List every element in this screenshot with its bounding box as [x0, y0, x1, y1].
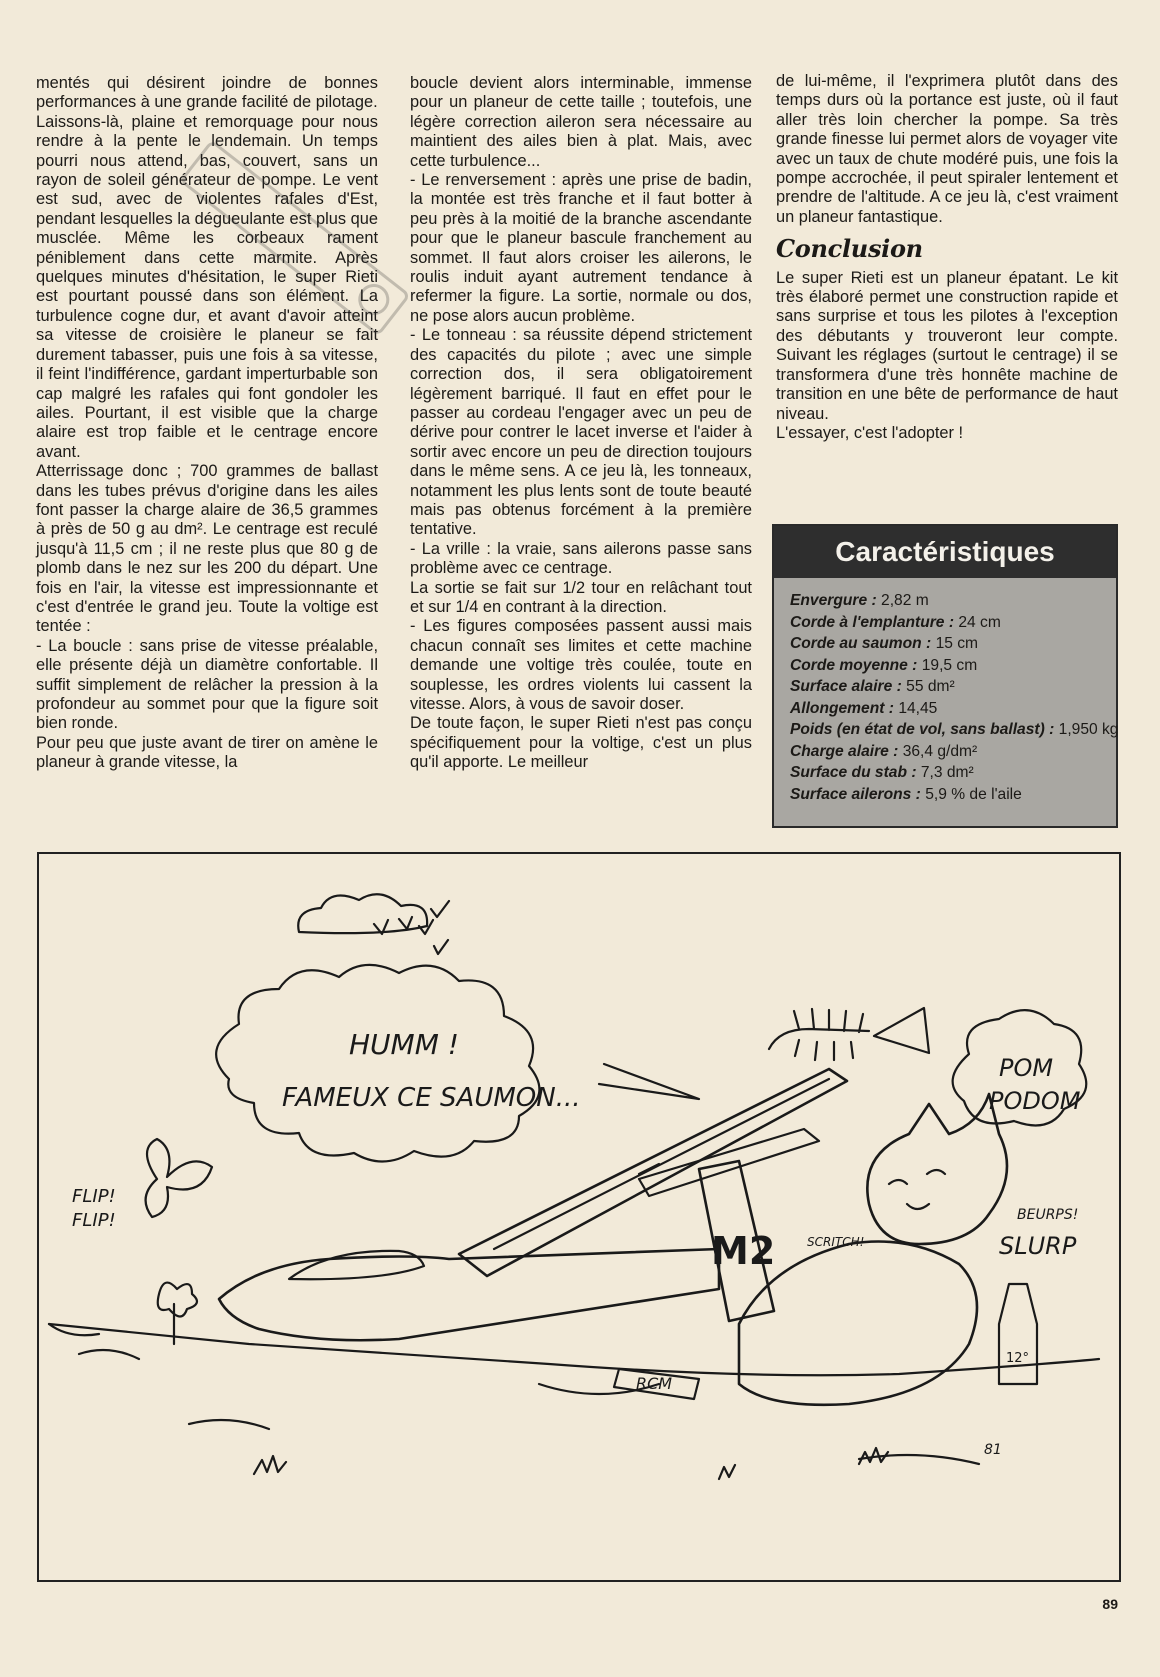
spec-label: Surface ailerons :	[790, 785, 921, 803]
spec-row	[790, 633, 1116, 655]
song-text-1: POM	[999, 1054, 1054, 1082]
spec-value: 2,82 m	[881, 592, 929, 609]
spec-value: 7,3 dm²	[920, 764, 974, 781]
paragraph: Le super Rieti est un planeur épatant. Le kit très élaboré permet une construction rapide et sans surprise et tous les pilotes à l'exception des débutants y trouveront leur compte. Suivant les réglages (surtout le centrage) il se transformera d'une très honnête machine de transition en une bête de performance de haut niveau.	[776, 268, 1118, 423]
bottle-label: 12°	[1006, 1351, 1030, 1366]
spec-label: Surface alaire :	[790, 678, 902, 695]
faded-stamp-mark	[150, 118, 440, 358]
burp-text: BEURPS!	[1017, 1207, 1079, 1223]
fish-skeleton-icon	[769, 1008, 929, 1060]
paragraph: Pour peu que juste avant de tirer on amène le planeur à grande vitesse, la	[36, 733, 378, 772]
spec-row	[790, 698, 1116, 720]
spec-row	[790, 676, 1116, 698]
spec-row	[790, 784, 1116, 806]
signature-text: 81	[984, 1442, 1002, 1458]
butterfly-icon	[146, 1139, 212, 1217]
paragraph: - Le renversement : après une prise de badin, la montée est très franche et il faut botter à peu près à la moitié de la branche ascendante pour que le planeur bascule franchement au sommet. Il faut alors croiser les ailerons, le roulis induit ayant autrement tendance à refermer la figure. La sortie, normale ou dos, ne pose alors aucun problème.	[410, 171, 752, 325]
spec-value: 55 dm²	[906, 678, 955, 695]
spec-label: Charge alaire :	[790, 742, 899, 760]
cartoon-drawing	[39, 854, 1119, 1580]
spec-label: Allongement :	[790, 699, 894, 717]
paragraph: Atterrissage donc ; 700 grammes de ballast dans les tubes prévus d'origine dans les ailes font passer la charge alaire de 36,5 grammes à près de 50 g au dm². Le centrage est reculé jusqu'à 11,5 cm ; il ne reste plus que 80 g de plomb dans le nez sur les 200 du départ. Une fois en l'air, la vitesse est impressionnante et c'est d'entrée le grand jeu. Toute la voltige est tentée :	[36, 462, 378, 636]
spec-label: Poids (en état de vol, sans ballast) :	[790, 721, 1055, 738]
spec-value: 24 cm	[958, 613, 1001, 631]
spec-row	[790, 590, 1116, 612]
paragraph: La sortie se fait sur 1/2 tour en relâchant tout et sur 1/4 en contrant à la direction.	[410, 578, 752, 616]
glider-canopy	[289, 1251, 424, 1279]
spec-row	[790, 741, 1116, 763]
spec-label: Envergure :	[790, 592, 877, 609]
spec-row	[790, 655, 1116, 677]
paragraph: - Le tonneau : sa réussite dépend strictement des capacités du pilote ; avec une simple correction dos, il sera obligatoirement légèrement barriqué. Il faut en effet pour le passer au cordeau l'engager avec un peu de dérive pour contrer le lacet inverse et l'aider à sortir avec encore un peu de direction toujours dans le même sens. A ce jeu là, les tonneaux, notamment les plus lents sont de toute beauté mais pas obtenus forcément à la première tentative.	[410, 326, 752, 539]
bottle-icon	[999, 1284, 1037, 1384]
spec-label: Corde au saumon :	[790, 635, 932, 652]
specifications-box	[772, 524, 1118, 828]
spec-value: 15 cm	[935, 635, 979, 652]
paragraph: boucle devient alors interminable, immense pour un planeur de cette taille ; toutefois, une légère correction aileron sera nécessaire au maintient des ailes bien à plat. Mais, avec cette turbulence...	[410, 74, 752, 170]
paragraph: - La vrille : la vraie, sans ailerons passe sans problème avec ce centrage.	[410, 539, 752, 578]
spec-row	[790, 612, 1116, 634]
specifications-title: Caractéristiques	[774, 526, 1116, 578]
bubble-text-1: HUMM !	[349, 1028, 459, 1061]
paragraph: mentés qui désirent joindre de bonnes performances à une grande facilité de pilotage.	[36, 74, 378, 112]
plate-text: RCM	[636, 1374, 673, 1393]
spec-label: Corde à l'emplanture :	[790, 613, 955, 631]
spec-value: 19,5 cm	[921, 656, 978, 674]
specifications-list	[774, 578, 1119, 805]
paragraph: - La boucle : sans prise de vitesse préalable, elle présente déjà un diamètre confortable. Il suffit simplement de relâcher la pression à la profondeur au sommet pour que la figure soit bien ronde.	[36, 636, 378, 733]
paragraph: De toute façon, le super Rieti n'est pas conçu spécifiquement pour la voltige, c'est un plus qu'il apporte. Le meilleur	[410, 714, 752, 772]
conclusion-heading: Conclusion	[776, 234, 923, 264]
spec-value: 14,45	[898, 699, 938, 717]
spec-row	[790, 719, 1119, 741]
spec-value: 1,950 kg	[1058, 721, 1119, 738]
paragraph: de lui-même, il l'exprimera plutôt dans des temps durs où la portance est juste, où il faut aller très loin chercher la pompe. Sa très grande finesse lui permet alors de voyager vite avec un taux de chute modéré puis, une fois la pompe accrochée, il peut spiraler lentement et prendre de l'altitude. A ce jeu là, c'est vraiment un planeur fantastique.	[776, 72, 1118, 226]
song-text-2: PODOM	[989, 1087, 1081, 1115]
flip-text-1: FLIP!	[72, 1186, 116, 1207]
paragraph: Laissons-là, plaine et remorquage pour nous rendre à la pente le lendemain. Un temps pourri nous attend, bas, couvert, sans un rayon de soleil générateur de pompe. Le vent est sud, avec de violentes rafales d'Est, pendant lesquelles la dégueulante est plus que musclée. Même les corbeaux rament péniblement dans cette marmite. Après quelques minutes d'hésitation, le super Rieti est pourtant poussé dans son élément. La turbulence cogne dur, et avant d'avoir atteint sa vitesse de croisière le planeur se fait durement tabasser, puis une fois à sa vitesse, il feint l'indifférence, gardant imperturbable son cap malgré les rafales qui font gondoler les ailes. Pourtant, il est visible que la charge alaire est trop faible et le centrage encore avant.	[36, 112, 378, 461]
slurp-text: SLURP	[999, 1232, 1077, 1260]
paragraph: L'essayer, c'est l'adopter !	[776, 423, 964, 442]
spec-value: 5,9 % de l'aile	[925, 785, 1022, 803]
spec-value: 36,4 g/dm²	[902, 742, 978, 760]
spec-label: Surface du stab :	[790, 764, 917, 781]
text-column-3	[776, 72, 1118, 443]
birds-icon	[374, 901, 449, 954]
text-column-2	[410, 74, 752, 773]
flip-text-2: FLIP!	[72, 1210, 116, 1231]
thought-bubble	[216, 965, 539, 1162]
spec-label: Corde moyenne :	[790, 656, 918, 674]
bubble-pointer	[599, 1064, 699, 1099]
paragraph: - Les figures composées passent aussi mais chacun connaît ses limites et cette machine demande une voltige très coulée, toute en souplesse, les ordres violents lui cassent la vitesse. Alors, à vous de savoir doser.	[410, 617, 752, 713]
cartoon-illustration	[37, 852, 1121, 1582]
tail-mark: M2	[711, 1229, 776, 1273]
ground-line	[49, 1324, 1099, 1375]
spec-row	[790, 762, 1116, 784]
scratch-text: SCRITCH!	[807, 1235, 865, 1249]
page-number: 89	[1102, 1596, 1118, 1612]
bubble-text-2: FAMEUX CE SAUMON...	[282, 1083, 581, 1113]
